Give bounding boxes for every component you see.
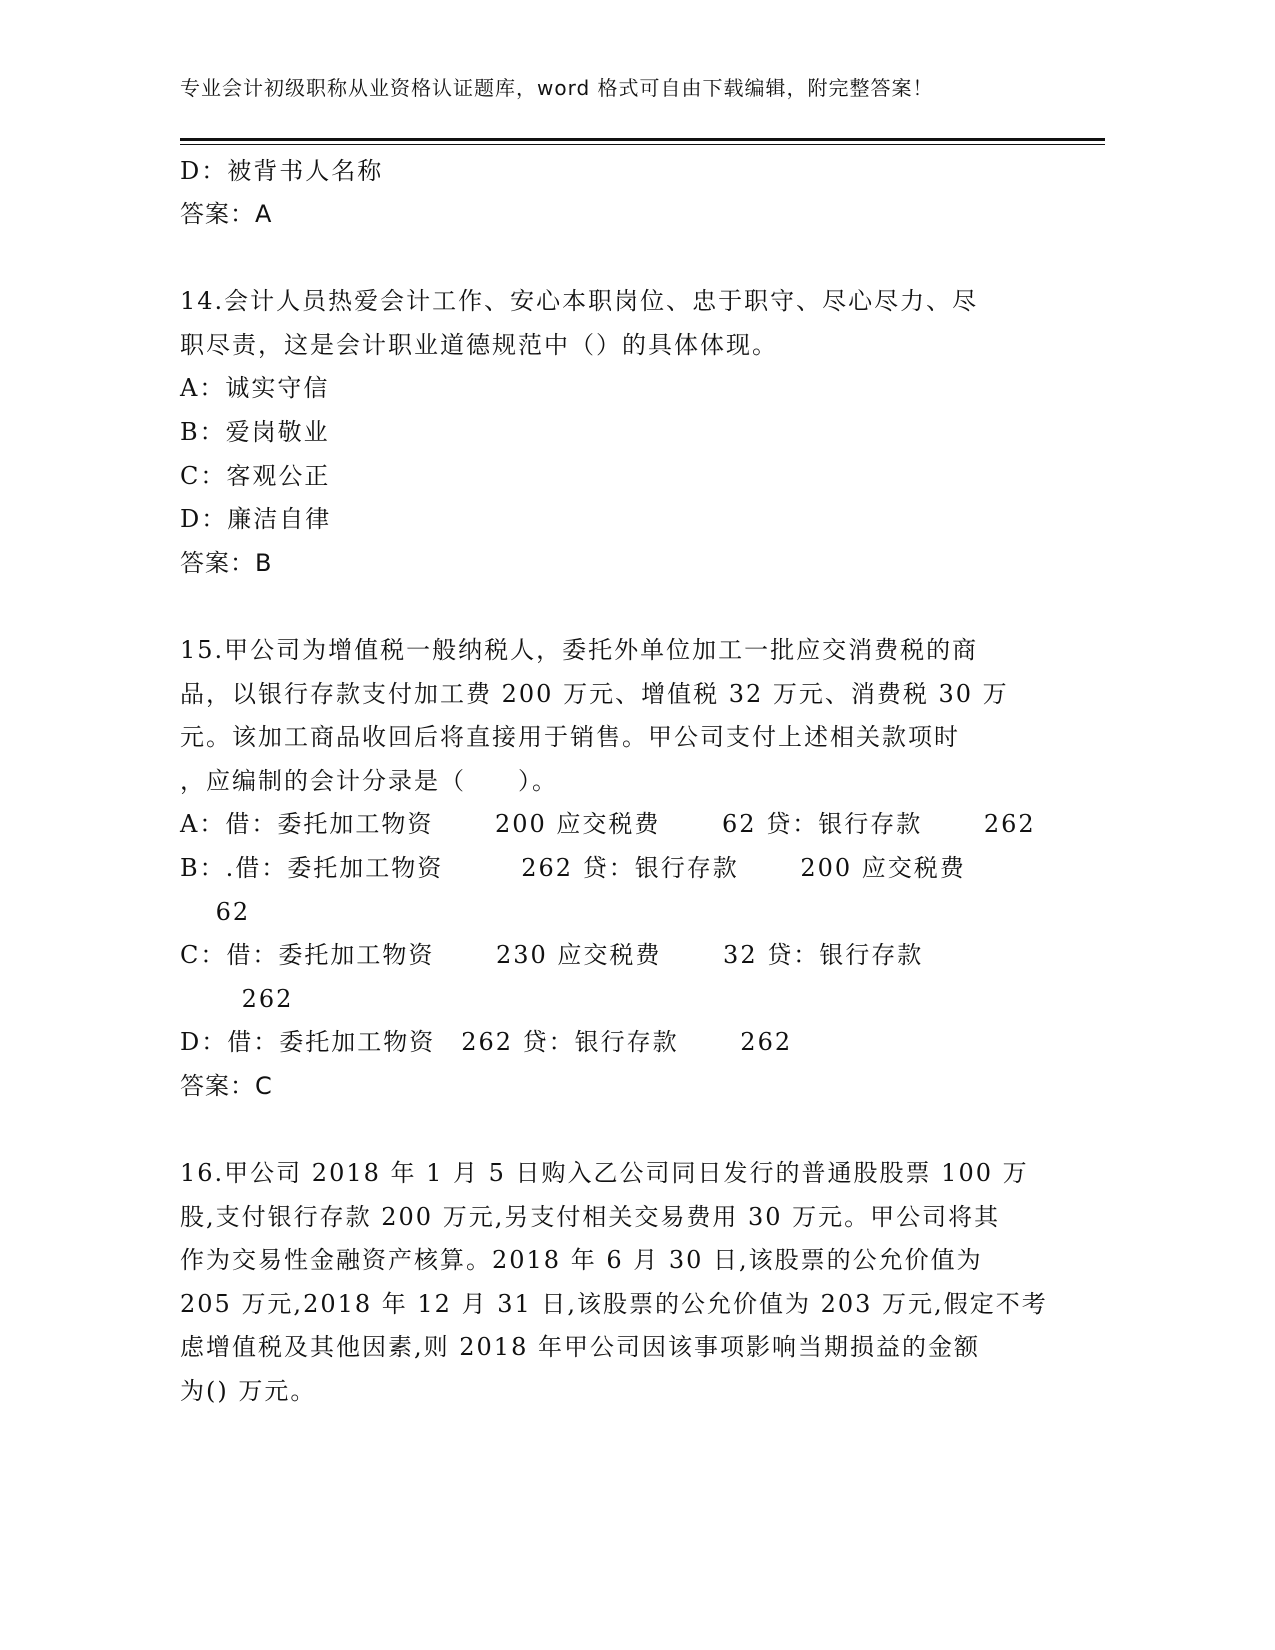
q15-option-a: A：借：委托加工物资 200 应交税费 62 贷：银行存款 262 (180, 810, 1036, 838)
q15-option-b-continued: 62 (180, 898, 251, 926)
q14-answer: 答案：B (180, 549, 273, 577)
header-rule-thick (180, 138, 1105, 141)
q16-stem-line-3: 作为交易性金融资产核算。2018 年 6 月 30 日,该股票的公允价值为 (180, 1246, 983, 1274)
q15-stem-line-4: ，应编制的会计分录是（ ）。 (180, 767, 558, 795)
header-rule-thin (180, 144, 1105, 145)
page-header: 专业会计初级职称从业资格认证题库，word 格式可自由下载编辑，附完整答案！ (180, 76, 934, 100)
q15-stem-line-3: 元。该加工商品收回后将直接用于销售。甲公司支付上述相关款项时 (180, 723, 960, 751)
q14-option-b: B：爱岗敬业 (180, 418, 330, 446)
q15-option-c-continued: 262 (180, 985, 294, 1013)
q15-stem-line-2: 品，以银行存款支付加工费 200 万元、增值税 32 万元、消费税 30 万 (180, 680, 1009, 708)
q16-stem-line-1: 16.甲公司 2018 年 1 月 5 日购入乙公司同日发行的普通股股票 100 万 (180, 1159, 1029, 1187)
q15-option-b: B：.借：委托加工物资 262 贷：银行存款 200 应交税费 (180, 854, 966, 882)
q14-stem-line-2: 职尽责，这是会计职业道德规范中（）的具体体现。 (180, 331, 778, 359)
q14-option-c: C：客观公正 (180, 462, 331, 490)
q13-answer: 答案：A (180, 200, 273, 228)
q15-stem-line-1: 15.甲公司为增值税一般纳税人，委托外单位加工一批应交消费税的商 (180, 636, 979, 664)
q16-stem-line-4: 205 万元,2018 年 12 月 31 日,该股票的公允价值为 203 万元,假定不考 (180, 1290, 1048, 1318)
q14-option-a: A：诚实守信 (180, 374, 330, 402)
q14-stem-line-1: 14.会计人员热爱会计工作、安心本职岗位、忠于职守、尽心尽力、尽 (180, 287, 979, 315)
q15-option-c: C：借：委托加工物资 230 应交税费 32 贷：银行存款 (180, 941, 924, 969)
q15-answer: 答案：C (180, 1072, 273, 1100)
q13-option-d: D：被背书人名称 (180, 157, 384, 185)
q16-stem-line-5: 虑增值税及其他因素,则 2018 年甲公司因该事项影响当期损益的金额 (180, 1333, 980, 1361)
q16-stem-line-2: 股,支付银行存款 200 万元,另支付相关交易费用 30 万元。甲公司将其 (180, 1203, 1001, 1231)
q15-option-d: D：借：委托加工物资 262 贷：银行存款 262 (180, 1028, 793, 1056)
q14-option-d: D：廉洁自律 (180, 505, 332, 533)
q16-stem-line-6: 为() 万元。 (180, 1377, 317, 1405)
